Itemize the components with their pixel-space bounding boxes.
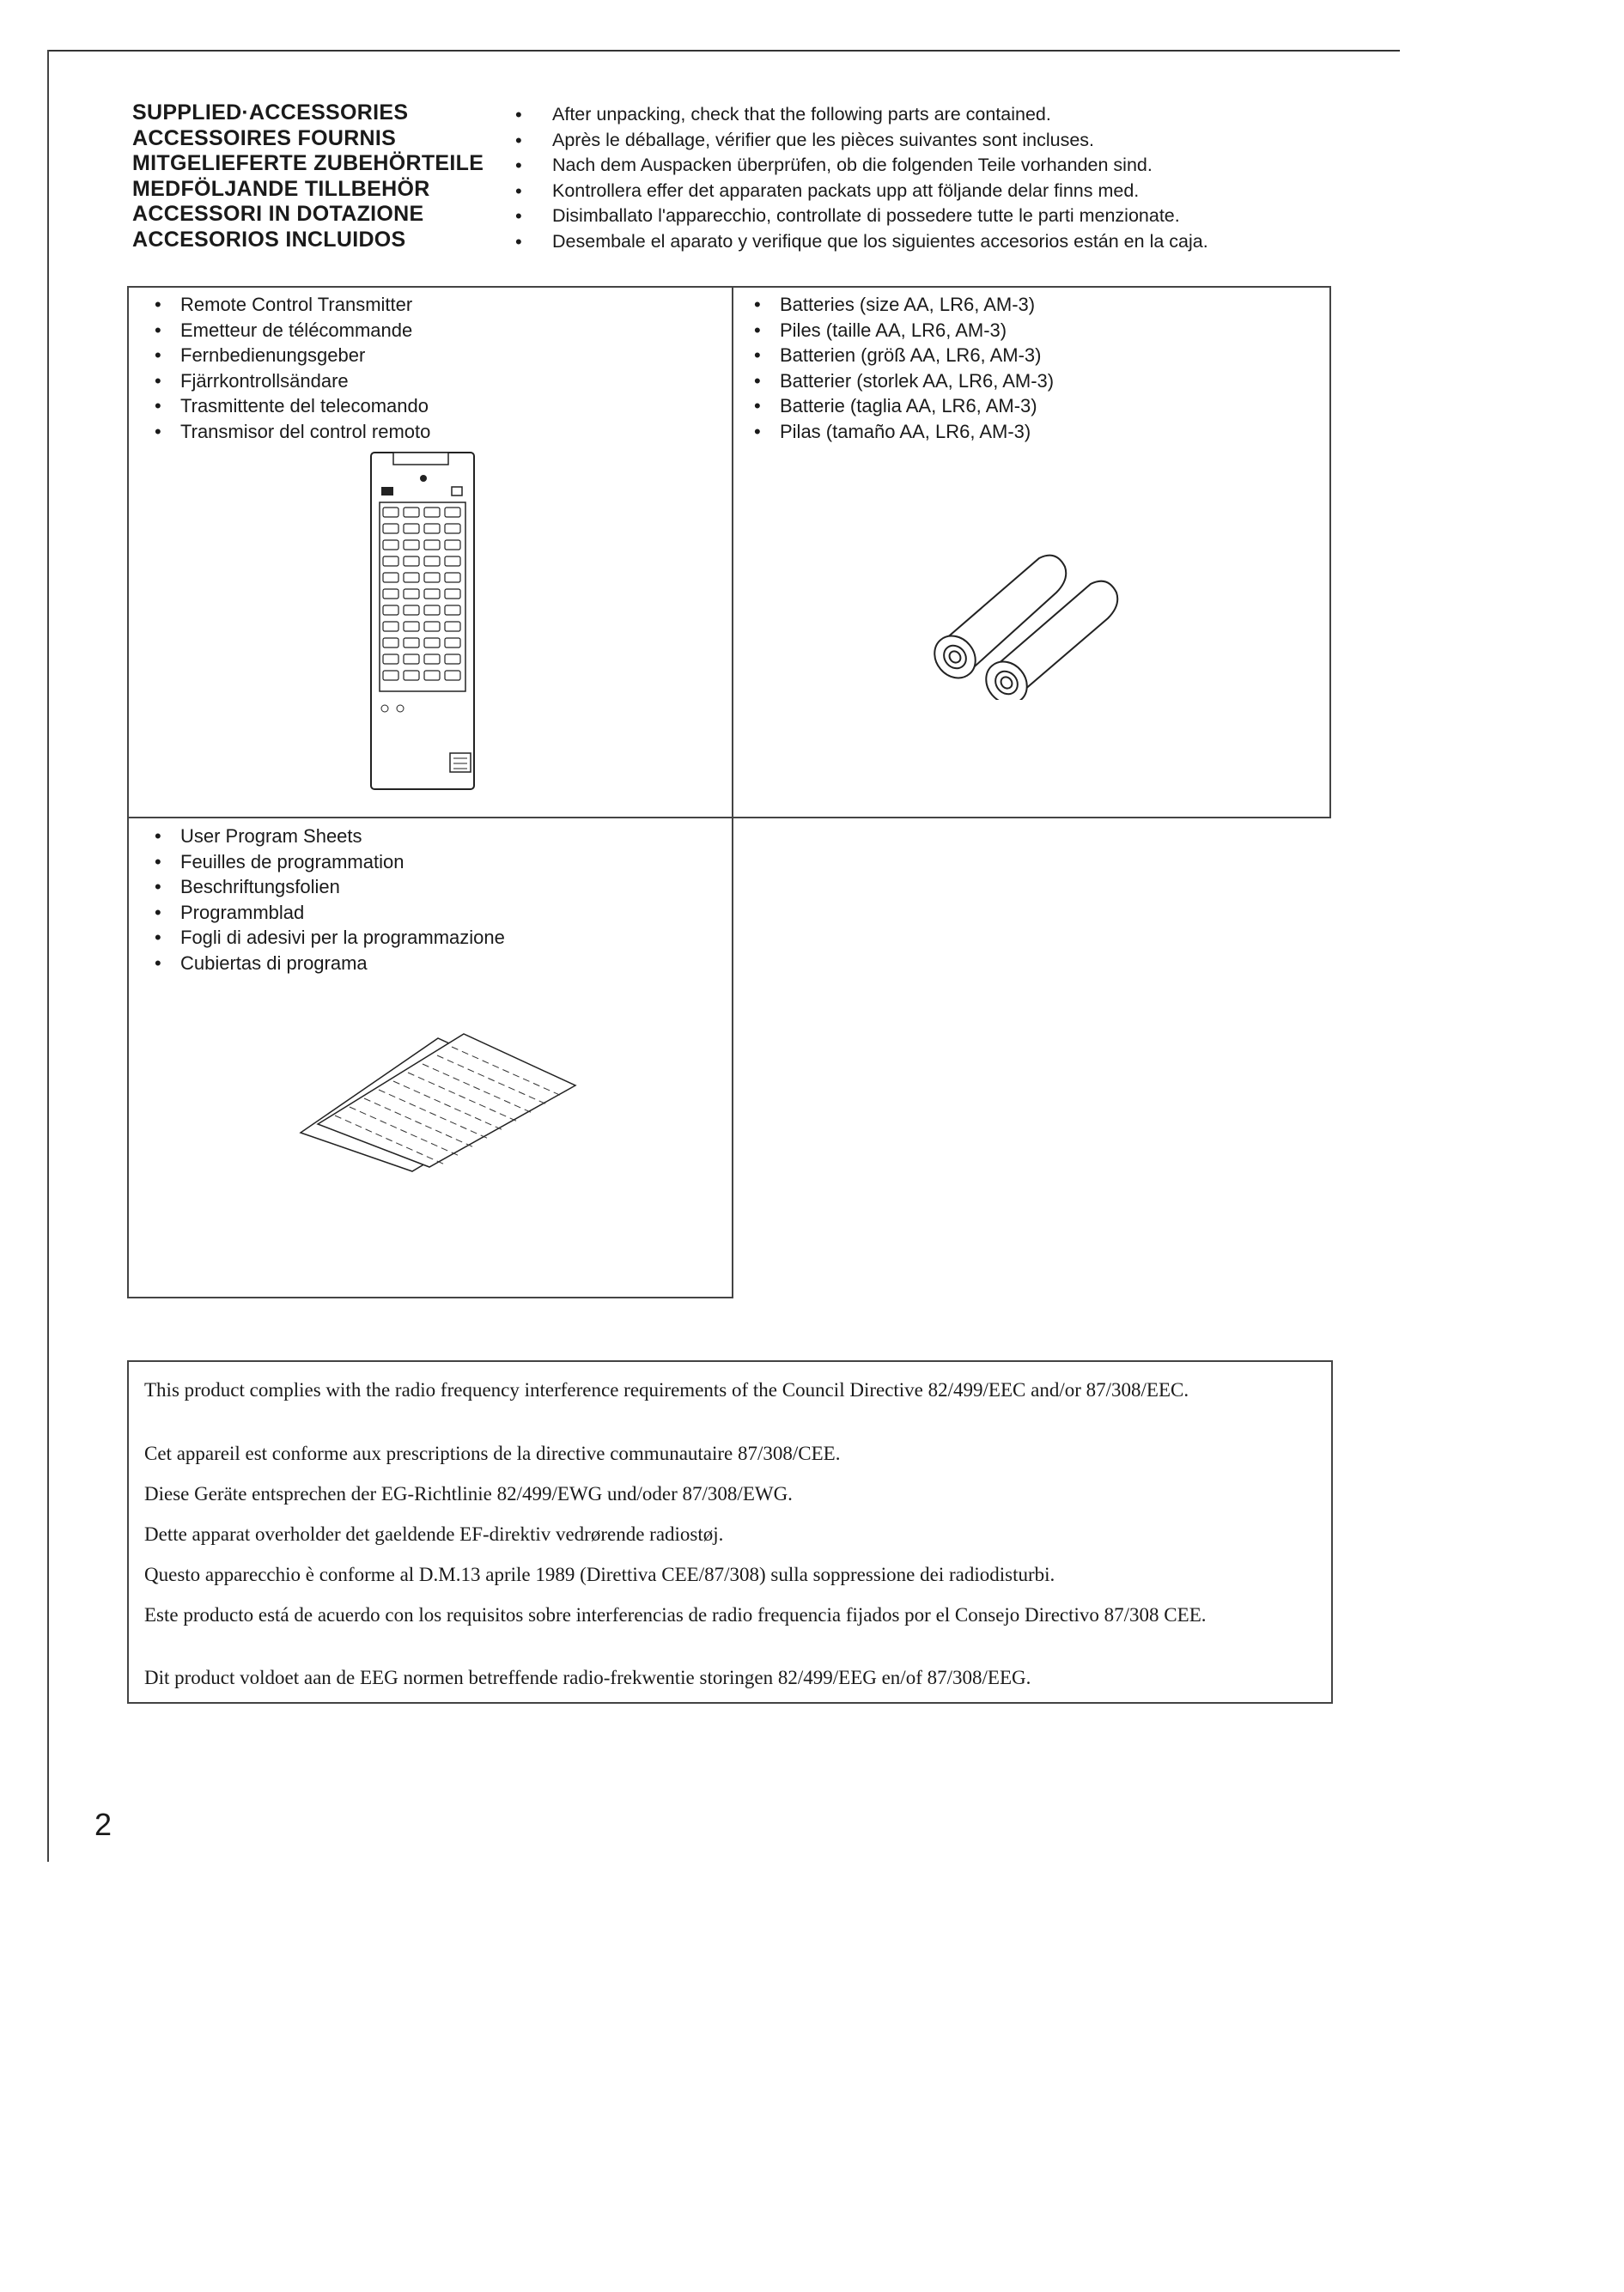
program-sheets-illustration bbox=[292, 1030, 584, 1176]
remote-label-it: • Trasmittente del telecomando bbox=[155, 393, 430, 419]
remote-button bbox=[424, 524, 440, 533]
remote-button bbox=[424, 508, 440, 517]
remote-button bbox=[445, 638, 460, 647]
remote-button bbox=[424, 589, 440, 599]
batteries-label-es: • Pilas (tamaño AA, LR6, AM-3) bbox=[754, 419, 1054, 445]
title-sv: MEDFÖLJANDE TILLBEHÖR bbox=[132, 176, 430, 201]
remote-button bbox=[445, 556, 460, 566]
intro-it: • Disimballato l'apparecchio, controllate di possedere tutte le parti menzionate. bbox=[515, 204, 1208, 229]
title-it: ACCESSORI IN DOTAZIONE bbox=[132, 202, 424, 226]
remote-button bbox=[383, 556, 398, 566]
sheets-label-it: • Fogli di adesivi per la programmazione bbox=[155, 925, 505, 951]
remote-button bbox=[404, 605, 419, 615]
title-es: ACCESORIOS INCLUIDOS bbox=[132, 227, 406, 252]
remote-label-fr: • Emetteur de télécommande bbox=[155, 318, 430, 343]
remote-button bbox=[383, 573, 398, 582]
remote-button bbox=[424, 654, 440, 664]
remote-button bbox=[445, 589, 460, 599]
compliance-en: This product complies with the radio frequency interference requirements of the Council Directive 82/499/EEC and/or 87/308/EEC. bbox=[144, 1379, 1189, 1401]
remote-button bbox=[404, 508, 419, 517]
remote-button bbox=[445, 622, 460, 631]
remote-button bbox=[383, 671, 398, 680]
intro-instructions bbox=[515, 102, 1208, 254]
intro-en: • After unpacking, check that the following parts are contained. bbox=[515, 102, 1208, 128]
left-rule bbox=[47, 50, 49, 1862]
remote-button bbox=[424, 638, 440, 647]
remote-button bbox=[445, 540, 460, 550]
remote-button bbox=[424, 671, 440, 680]
remote-button bbox=[383, 622, 398, 631]
sheets-label-sv: • Programmblad bbox=[155, 900, 505, 926]
title-de: MITGELIEFERTE ZUBEHÖRTEILE bbox=[132, 151, 484, 175]
batteries-illustration bbox=[928, 545, 1125, 700]
compliance-fr: Cet appareil est conforme aux prescriptions de la directive communautaire 87/308/CEE. bbox=[144, 1443, 841, 1464]
batteries-label-it: • Batterie (taglia AA, LR6, AM-3) bbox=[754, 393, 1054, 419]
remote-button bbox=[445, 671, 460, 680]
sheets-label-es: • Cubiertas di programa bbox=[155, 951, 505, 976]
compliance-da: Dette apparat overholder det gaeldende EF-direktiv vedrørende radiostøj. bbox=[144, 1523, 724, 1545]
remote-button bbox=[404, 622, 419, 631]
remote-button bbox=[383, 605, 398, 615]
remote-button bbox=[404, 654, 419, 664]
intro-sv: • Kontrollera effer det apparaten packats upp att följande delar finns med. bbox=[515, 179, 1208, 204]
remote-button bbox=[404, 556, 419, 566]
sheets-label-en: • User Program Sheets bbox=[155, 824, 505, 849]
batteries-label-en: • Batteries (size AA, LR6, AM-3) bbox=[754, 292, 1054, 318]
remote-button bbox=[424, 556, 440, 566]
sheets-label-de: • Beschriftungsfolien bbox=[155, 874, 505, 900]
sheets-label-fr: • Feuilles de programmation bbox=[155, 849, 505, 875]
remote-control-box bbox=[127, 286, 733, 818]
remote-button bbox=[445, 605, 460, 615]
remote-control-illustration bbox=[368, 451, 479, 794]
compliance-de: Diese Geräte entsprechen der EG-Richtlinie 82/499/EWG und/oder 87/308/EWG. bbox=[144, 1483, 793, 1505]
remote-button bbox=[424, 573, 440, 582]
remote-button bbox=[424, 622, 440, 631]
remote-label-de: • Fernbedienungsgeber bbox=[155, 343, 430, 368]
top-rule bbox=[47, 50, 1400, 52]
program-sheets-labels bbox=[155, 824, 505, 976]
remote-button bbox=[404, 540, 419, 550]
remote-label-es: • Transmisor del control remoto bbox=[155, 419, 430, 445]
compliance-it: Questo apparecchio è conforme al D.M.13 aprile 1989 (Direttiva CEE/87/308) sulla soppressione dei radiodisturbi. bbox=[144, 1564, 1055, 1585]
program-sheets-box bbox=[127, 815, 733, 1298]
page-number: 2 bbox=[94, 1807, 113, 1842]
remote-button bbox=[404, 638, 419, 647]
remote-button bbox=[445, 524, 460, 533]
remote-button bbox=[383, 589, 398, 599]
remote-button bbox=[404, 671, 419, 680]
compliance-es: Este producto está de acuerdo con los requisitos sobre interferencias de radio frequencia fijados por el Consejo Directivo 87/308 CEE. bbox=[144, 1604, 1207, 1626]
batteries-label-sv: • Batterier (storlek AA, LR6, AM-3) bbox=[754, 368, 1054, 394]
remote-button bbox=[424, 605, 440, 615]
remote-button bbox=[383, 524, 398, 533]
batteries-box bbox=[730, 286, 1331, 818]
intro-es: • Desembale el aparato y verifique que los siguientes accesorios están en la caja. bbox=[515, 229, 1208, 255]
remote-button bbox=[424, 540, 440, 550]
batteries-labels bbox=[754, 292, 1054, 444]
intro-fr: • Après le déballage, vérifier que les pièces suivantes sont incluses. bbox=[515, 128, 1208, 154]
remote-button bbox=[383, 638, 398, 647]
remote-button bbox=[445, 573, 460, 582]
intro-de: • Nach dem Auspacken überprüfen, ob die folgenden Teile vorhanden sind. bbox=[515, 153, 1208, 179]
remote-button bbox=[445, 654, 460, 664]
batteries-label-de: • Batterien (größ AA, LR6, AM-3) bbox=[754, 343, 1054, 368]
remote-button bbox=[383, 540, 398, 550]
remote-label-sv: • Fjärrkontrollsändare bbox=[155, 368, 430, 394]
remote-button bbox=[404, 524, 419, 533]
remote-button bbox=[383, 654, 398, 664]
remote-button bbox=[404, 589, 419, 599]
title-en: SUPPLIED·ACCESSORIES bbox=[132, 100, 409, 125]
compliance-nl: Dit product voldoet aan de EEG normen betreffende radio-frekwentie storingen 82/499/EEG en/of 87/308/EEG. bbox=[144, 1667, 1031, 1688]
remote-control-labels bbox=[155, 292, 430, 444]
title-fr: ACCESSOIRES FOURNIS bbox=[132, 125, 397, 150]
remote-label-en: • Remote Control Transmitter bbox=[155, 292, 430, 318]
remote-button bbox=[404, 573, 419, 582]
remote-button bbox=[383, 508, 398, 517]
batteries-label-fr: • Piles (taille AA, LR6, AM-3) bbox=[754, 318, 1054, 343]
remote-button bbox=[445, 508, 460, 517]
section-titles bbox=[132, 100, 484, 252]
